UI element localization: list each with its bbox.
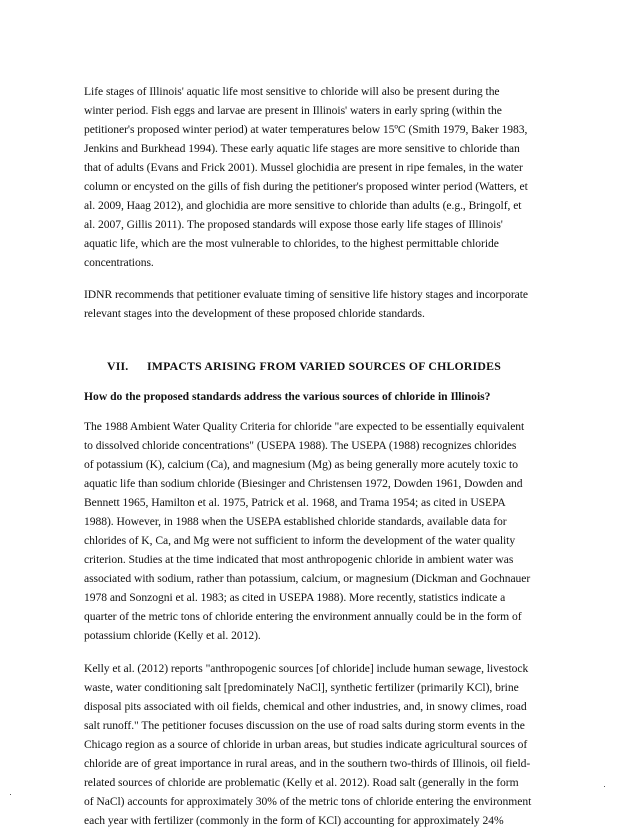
text-line: petitioner's proposed winter period) at water temperatures below 15ºC (Smith 1979, Baker 1983,	[84, 123, 528, 136]
scan-speck	[10, 794, 11, 795]
text-line: salt runoff." The petitioner focuses discussion on the use of road salts during storm events in the	[84, 719, 525, 732]
section-title: IMPACTS ARISING FROM VARIED SOURCES OF CHLORIDES	[147, 359, 501, 373]
text-line: al. 2007, Gillis 2011). The proposed standards will expose those early life stages of Illinois'	[84, 218, 503, 231]
text-line: Kelly et al. (2012) reports "anthropogenic sources [of chloride] include human sewage, livestock	[84, 662, 529, 675]
text-line: IDNR recommends that petitioner evaluate timing of sensitive life history stages and incorporate	[84, 288, 529, 301]
text-line: chloride are of great importance in rural areas, and in the southern two-thirds of Illinois, oil field-	[84, 757, 531, 770]
section-number: VII.	[107, 359, 129, 373]
text-line: related sources of chloride are problematic (Kelly et al. 2012). Road salt (generally in the form	[84, 776, 519, 789]
text-line: quarter of the metric tons of chloride entering the environment annually could be in the form of	[84, 610, 522, 623]
question-heading: How do the proposed standards address the various sources of chloride in Illinois?	[84, 390, 491, 403]
text-line: 1988). However, in 1988 when the USEPA established chloride standards, available data for	[84, 515, 507, 528]
text-line: Jenkins and Burkhead 1994). These early aquatic life stages are more sensitive to chloride than	[84, 142, 520, 155]
text-line: The 1988 Ambient Water Quality Criteria for chloride "are expected to be essentially equivalent	[84, 420, 525, 433]
section-heading	[107, 359, 501, 374]
text-line: of potassium (K), calcium (Ca), and magnesium (Mg) as being generally more acutely toxic to	[84, 458, 518, 471]
scan-speck	[604, 786, 605, 787]
text-line: disposal pits associated with oil fields, chemical and other industries, and, in snowy climes, road	[84, 700, 527, 713]
text-line: al. 2009, Haag 2012), and glochidia are more sensitive to chloride than adults (e.g., Bringolf, et	[84, 199, 522, 212]
text-line: chlorides of K, Ca, and Mg were not sufficient to inform the development of the water quality	[84, 534, 516, 547]
text-line: criterion. Studies at the time indicated that most anthropogenic chloride in ambient water was	[84, 553, 514, 566]
text-line: that of adults (Evans and Frick 2001). Mussel glochidia are present in ripe females, in the water	[84, 161, 523, 174]
text-line: potassium chloride (Kelly et al. 2012).	[84, 629, 261, 642]
text-line: to dissolved chloride concentrations" (USEPA 1988). The USEPA (1988) recognizes chlorides	[84, 439, 517, 452]
text-line: Bennett 1965, Hamilton et al. 1975, Patrick et al. 1968, and Trama 1954; as cited in USEPA	[84, 496, 506, 509]
text-line: relevant stages into the development of these proposed chloride standards.	[84, 307, 425, 320]
text-line: concentrations.	[84, 256, 154, 269]
text-line: column or encysted on the gills of fish during the petitioner's proposed winter period (Watters, et	[84, 180, 528, 193]
text-line: aquatic life than sodium chloride (Biesinger and Christensen 1972, Dowden 1961, Dowden and	[84, 477, 523, 490]
text-line: aquatic life, which are the most vulnerable to chlorides, to the highest permittable chloride	[84, 237, 499, 250]
text-line: waste, water conditioning salt [predominately NaCl], synthetic fertilizer (primarily KCl), brine	[84, 681, 519, 694]
text-line: Life stages of Illinois' aquatic life most sensitive to chloride will also be present during the	[84, 85, 500, 98]
text-line: of NaCl) accounts for approximately 30% of the metric tons of chloride entering the environment	[84, 795, 532, 808]
text-line: 1978 and Sonzogni et al. 1983; as cited in USEPA 1988). More recently, statistics indicate a	[84, 591, 506, 604]
text-line: Chicago region as a source of chloride in urban areas, but studies indicate agricultural sources of	[84, 738, 528, 751]
text-line: winter period. Fish eggs and larvae are present in Illinois' waters in early spring (within the	[84, 104, 502, 117]
text-line: each year with fertilizer (commonly in the form of KCl) accounting for approximately 24%	[84, 814, 504, 827]
text-line: associated with sodium, rather than potassium, calcium, or magnesium (Dickman and Gochnauer	[84, 572, 531, 585]
